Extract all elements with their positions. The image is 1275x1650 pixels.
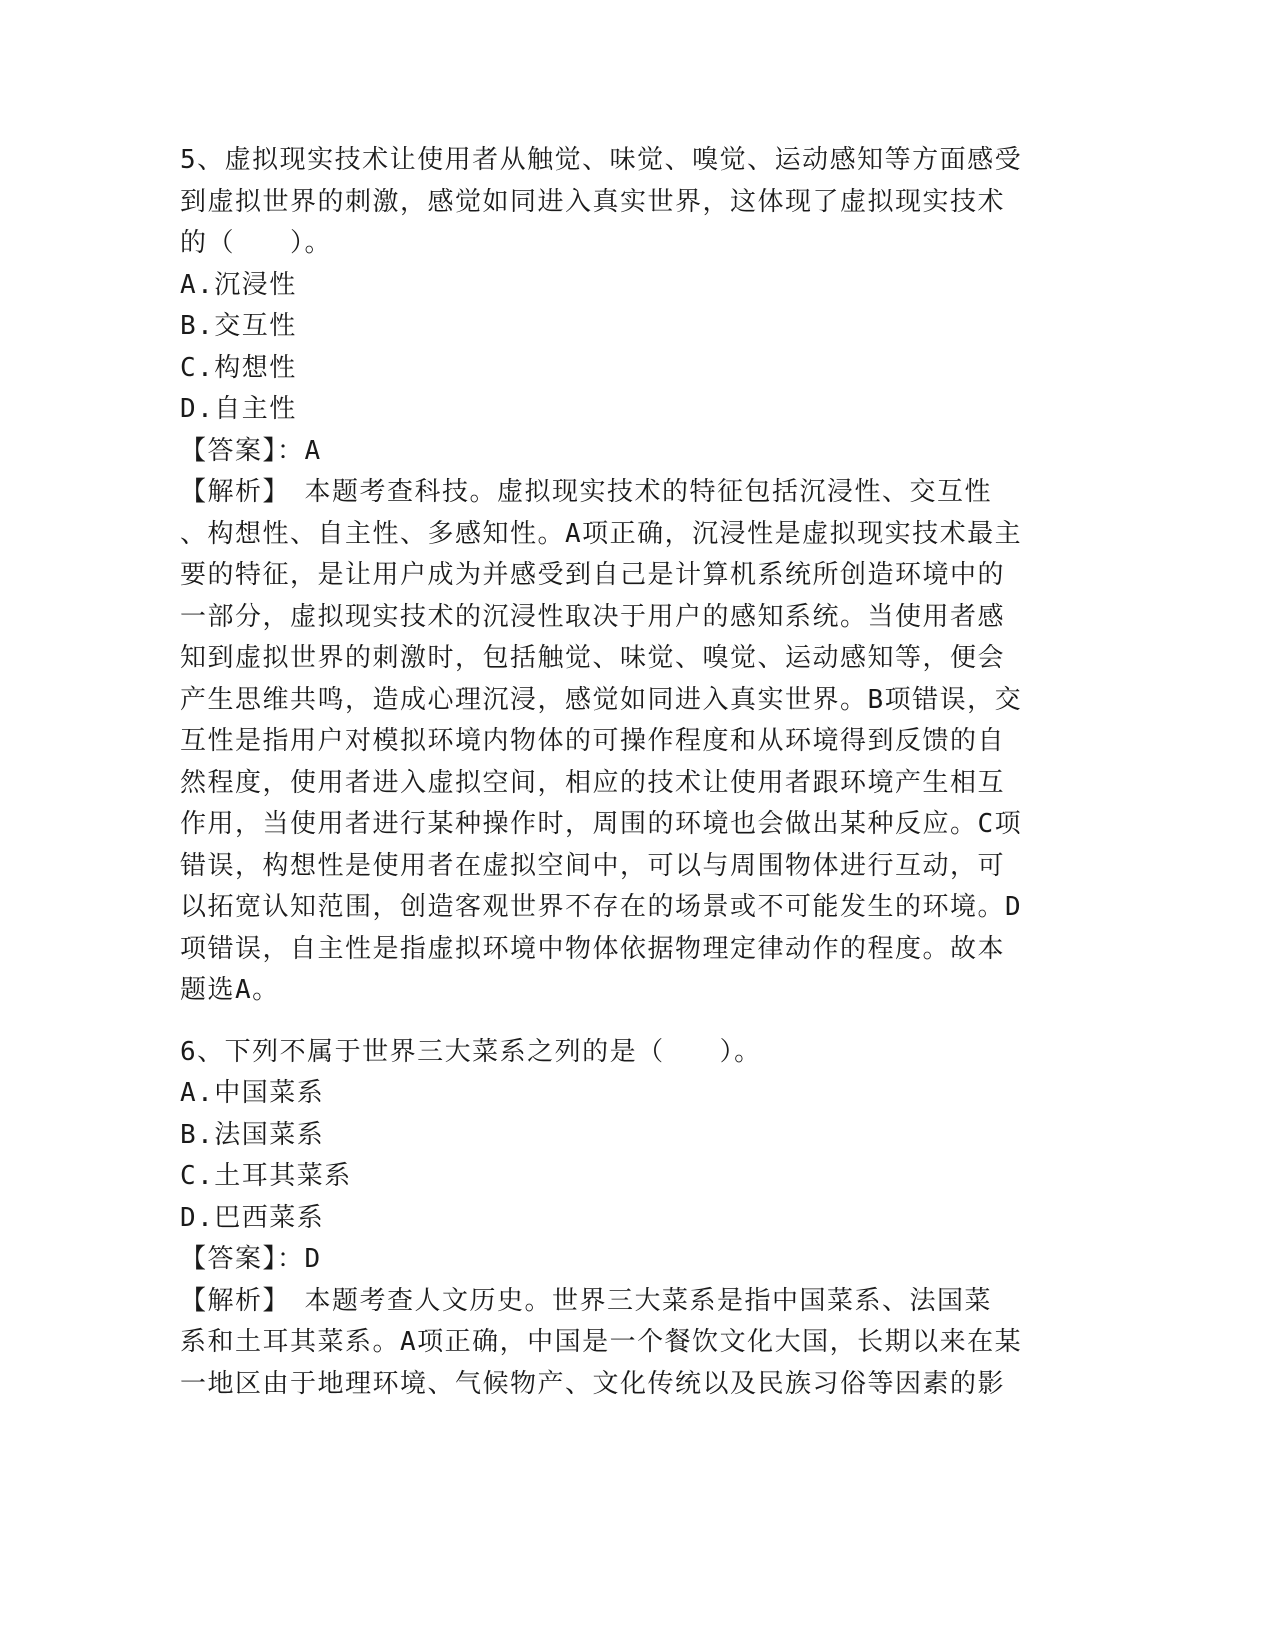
- q5-stem-line-3: 的（ ）。: [180, 228, 333, 258]
- q6-stem-line-1: 6、下列不属于世界三大菜系之列的是（ ）。: [180, 1037, 762, 1067]
- q5-analysis-line-1: 【解析】 本题考查科技。虚拟现实技术的特征包括沉浸性、交互性: [180, 477, 993, 507]
- q5-stem-line-2: 到虚拟世界的刺激，感觉如同进入真实世界，这体现了虚拟现实技术: [180, 187, 1006, 217]
- q5-option-a: A.沉浸性: [180, 270, 297, 300]
- q5-analysis-line-8: 然程度，使用者进入虚拟空间，相应的技术让使用者跟环境产生相互: [180, 768, 1006, 798]
- q6-option-a: A.中国菜系: [180, 1078, 325, 1108]
- q6-analysis-line-3: 一地区由于地理环境、气候物产、文化传统以及民族习俗等因素的影: [180, 1369, 1006, 1399]
- q6-option-b: B.法国菜系: [180, 1120, 325, 1150]
- q5-option-d: D.自主性: [180, 394, 297, 424]
- q5-analysis-line-10: 错误，构想性是使用者在虚拟空间中，可以与周围物体进行互动，可: [180, 851, 1006, 881]
- q5-analysis-line-4: 一部分，虚拟现实技术的沉浸性取决于用户的感知系统。当使用者感: [180, 602, 1006, 632]
- q5-analysis-line-7: 互性是指用户对模拟环境内物体的可操作程度和从环境得到反馈的自: [180, 726, 1006, 756]
- q5-analysis-line-11: 以拓宽认知范围，创造客观世界不存在的场景或不可能发生的环境。D: [180, 892, 1023, 922]
- q5-analysis-line-9: 作用，当使用者进行某种操作时，周围的环境也会做出某种反应。C项: [180, 809, 1023, 839]
- q5-analysis-line-2: 、构想性、自主性、多感知性。A项正确，沉浸性是虚拟现实技术最主: [180, 519, 1023, 549]
- q5-analysis-line-6: 产生思维共鸣，造成心理沉浸，感觉如同进入真实世界。B项错误，交: [180, 685, 1023, 715]
- q6-option-c: C.土耳其菜系: [180, 1161, 352, 1191]
- q5-stem-line-1: 5、虚拟现实技术让使用者从触觉、味觉、嗅觉、运动感知等方面感受: [180, 145, 1023, 175]
- q5-analysis-line-13: 题选A。: [180, 975, 280, 1005]
- q5-option-b: B.交互性: [180, 311, 297, 341]
- q6-analysis-line-1: 【解析】 本题考查人文历史。世界三大菜系是指中国菜系、法国菜: [180, 1286, 993, 1316]
- q5-option-c: C.构想性: [180, 353, 297, 383]
- q6-answer: 【答案】：D: [180, 1244, 322, 1274]
- q5-analysis-line-3: 要的特征，是让用户成为并感受到自己是计算机系统所创造环境中的: [180, 560, 1006, 590]
- q6-analysis-line-2: 系和土耳其菜系。A项正确，中国是一个餐饮文化大国，长期以来在某: [180, 1327, 1023, 1357]
- q5-analysis-line-5: 知到虚拟世界的刺激时，包括触觉、味觉、嗅觉、运动感知等，便会: [180, 643, 1006, 673]
- q5-analysis-line-12: 项错误，自主性是指虚拟环境中物体依据物理定律动作的程度。故本: [180, 934, 1006, 964]
- q5-answer: 【答案】：A: [180, 436, 322, 466]
- q6-option-d: D.巴西菜系: [180, 1203, 325, 1233]
